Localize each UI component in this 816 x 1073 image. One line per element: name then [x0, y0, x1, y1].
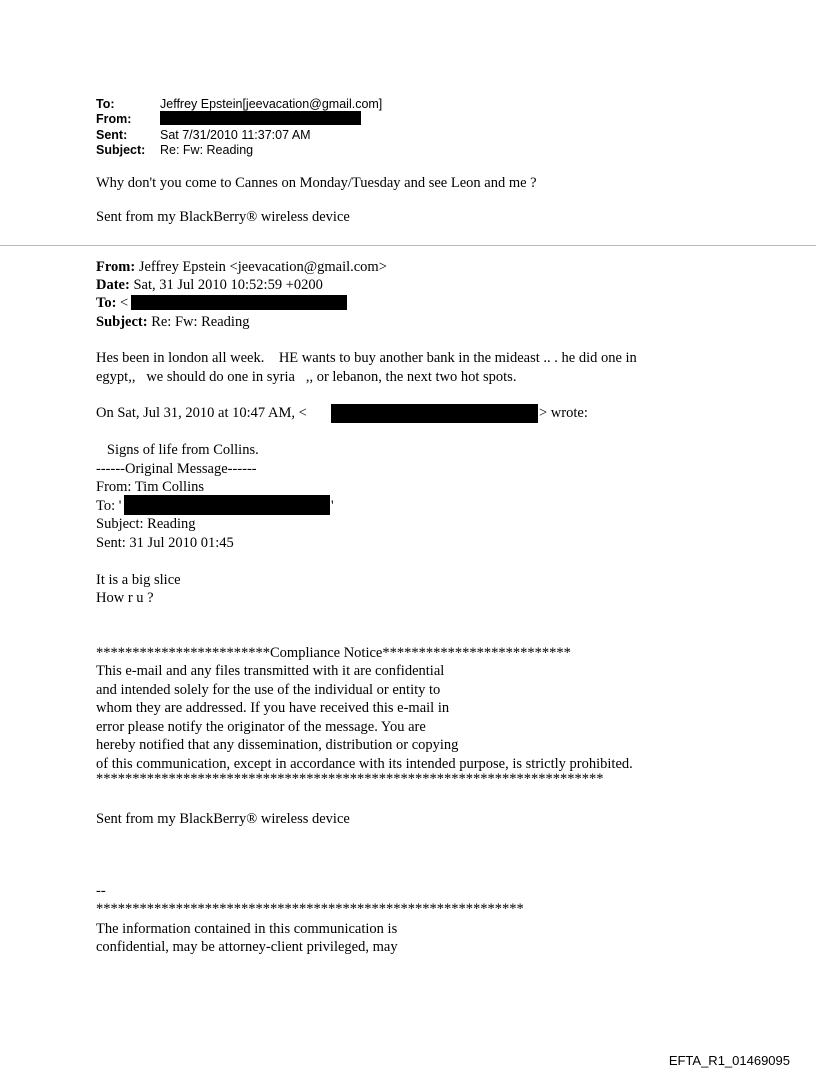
- compliance-line-4: error please notify the originator of the message. You are: [96, 719, 426, 735]
- quoted-subject-line: [96, 313, 249, 331]
- forwarded-body-line-2: How r u ?: [96, 590, 154, 606]
- forwarded-to-suffix: ': [331, 498, 334, 514]
- forwarded-from: From: Tim Collins: [96, 479, 204, 495]
- redaction-quoted-to: [131, 295, 347, 310]
- reply-body-line-1: Hes been in london all week. HE wants to buy another bank in the mideast .. . he did one in: [96, 350, 637, 366]
- quoted-to-line: [96, 294, 128, 312]
- compliance-line-5: hereby notified that any dissemination, distribution or copying: [96, 737, 459, 753]
- quoted-from-value: Jeffrey Epstein <jeevacation@gmail.com>: [135, 259, 387, 275]
- forwarded-to-prefix: To: ': [96, 498, 122, 514]
- compliance-line-3: whom they are addressed. If you have received this e-mail in: [96, 700, 450, 716]
- divider-rule: [0, 245, 816, 246]
- redaction-from: [160, 111, 361, 125]
- to-value: Jeffrey Epstein[jeevacation@gmail.com]: [160, 97, 383, 111]
- original-message-marker: ------Original Message------: [96, 461, 257, 477]
- sent-value: Sat 7/31/2010 11:37:07 AM: [160, 128, 311, 142]
- subject-value: Re: Fw: Reading: [160, 143, 254, 157]
- subject-label: Subject:: [96, 143, 146, 157]
- forwarded-sent: Sent: 31 Jul 2010 01:45: [96, 535, 234, 551]
- quoted-subject-label: Subject:: [96, 314, 148, 330]
- redaction-on-wrote: [331, 404, 538, 423]
- quoted-to-value: <: [116, 295, 129, 311]
- from-label: From:: [96, 112, 132, 126]
- footer-stars: ***********************************************************: [96, 901, 524, 917]
- quoted-subject-value: Re: Fw: Reading: [147, 314, 250, 330]
- forwarded-intro: Signs of life from Collins.: [96, 442, 259, 458]
- top-message-signature: Sent from my BlackBerry® wireless device: [96, 209, 350, 225]
- quoted-from-label: From:: [96, 259, 136, 275]
- quoted-to-label: To:: [96, 295, 117, 311]
- quoted-date-label: Date:: [96, 277, 130, 293]
- compliance-line-2: and intended solely for the use of the individual or entity to: [96, 682, 441, 698]
- quoted-date-value: Sat, 31 Jul 2010 10:52:59 +0200: [129, 277, 323, 293]
- on-wrote-suffix: > wrote:: [539, 405, 588, 421]
- on-wrote-prefix: On Sat, Jul 31, 2010 at 10:47 AM, <: [96, 405, 307, 421]
- to-label: To:: [96, 97, 115, 111]
- top-message-body: Why don't you come to Cannes on Monday/Tuesday and see Leon and me ?: [96, 175, 537, 191]
- redaction-forwarded-to: [124, 495, 330, 515]
- footer-line-2: confidential, may be attorney-client privileged, may: [96, 939, 398, 955]
- compliance-title: ************************Compliance Notice**************************: [96, 645, 571, 661]
- second-signature: Sent from my BlackBerry® wireless device: [96, 811, 350, 827]
- footer-dash: --: [96, 883, 106, 899]
- quoted-date-line: [96, 276, 323, 294]
- reply-body-line-2: egypt,, we should do one in syria ,, or lebanon, the next two hot spots.: [96, 369, 517, 385]
- compliance-line-6: of this communication, except in accordance with its intended purpose, is strictly prohibited.: [96, 756, 633, 772]
- footer-line-1: The information contained in this communication is: [96, 921, 398, 937]
- compliance-end: **********************************************************************: [96, 771, 604, 787]
- sent-label: Sent:: [96, 128, 128, 142]
- quoted-from-line: [96, 258, 387, 276]
- forwarded-subject: Subject: Reading: [96, 516, 196, 532]
- compliance-line-1: This e-mail and any files transmitted with it are confidential: [96, 663, 445, 679]
- forwarded-body-line-1: It is a big slice: [96, 572, 181, 588]
- bates-number: EFTA_R1_01469095: [668, 1053, 790, 1068]
